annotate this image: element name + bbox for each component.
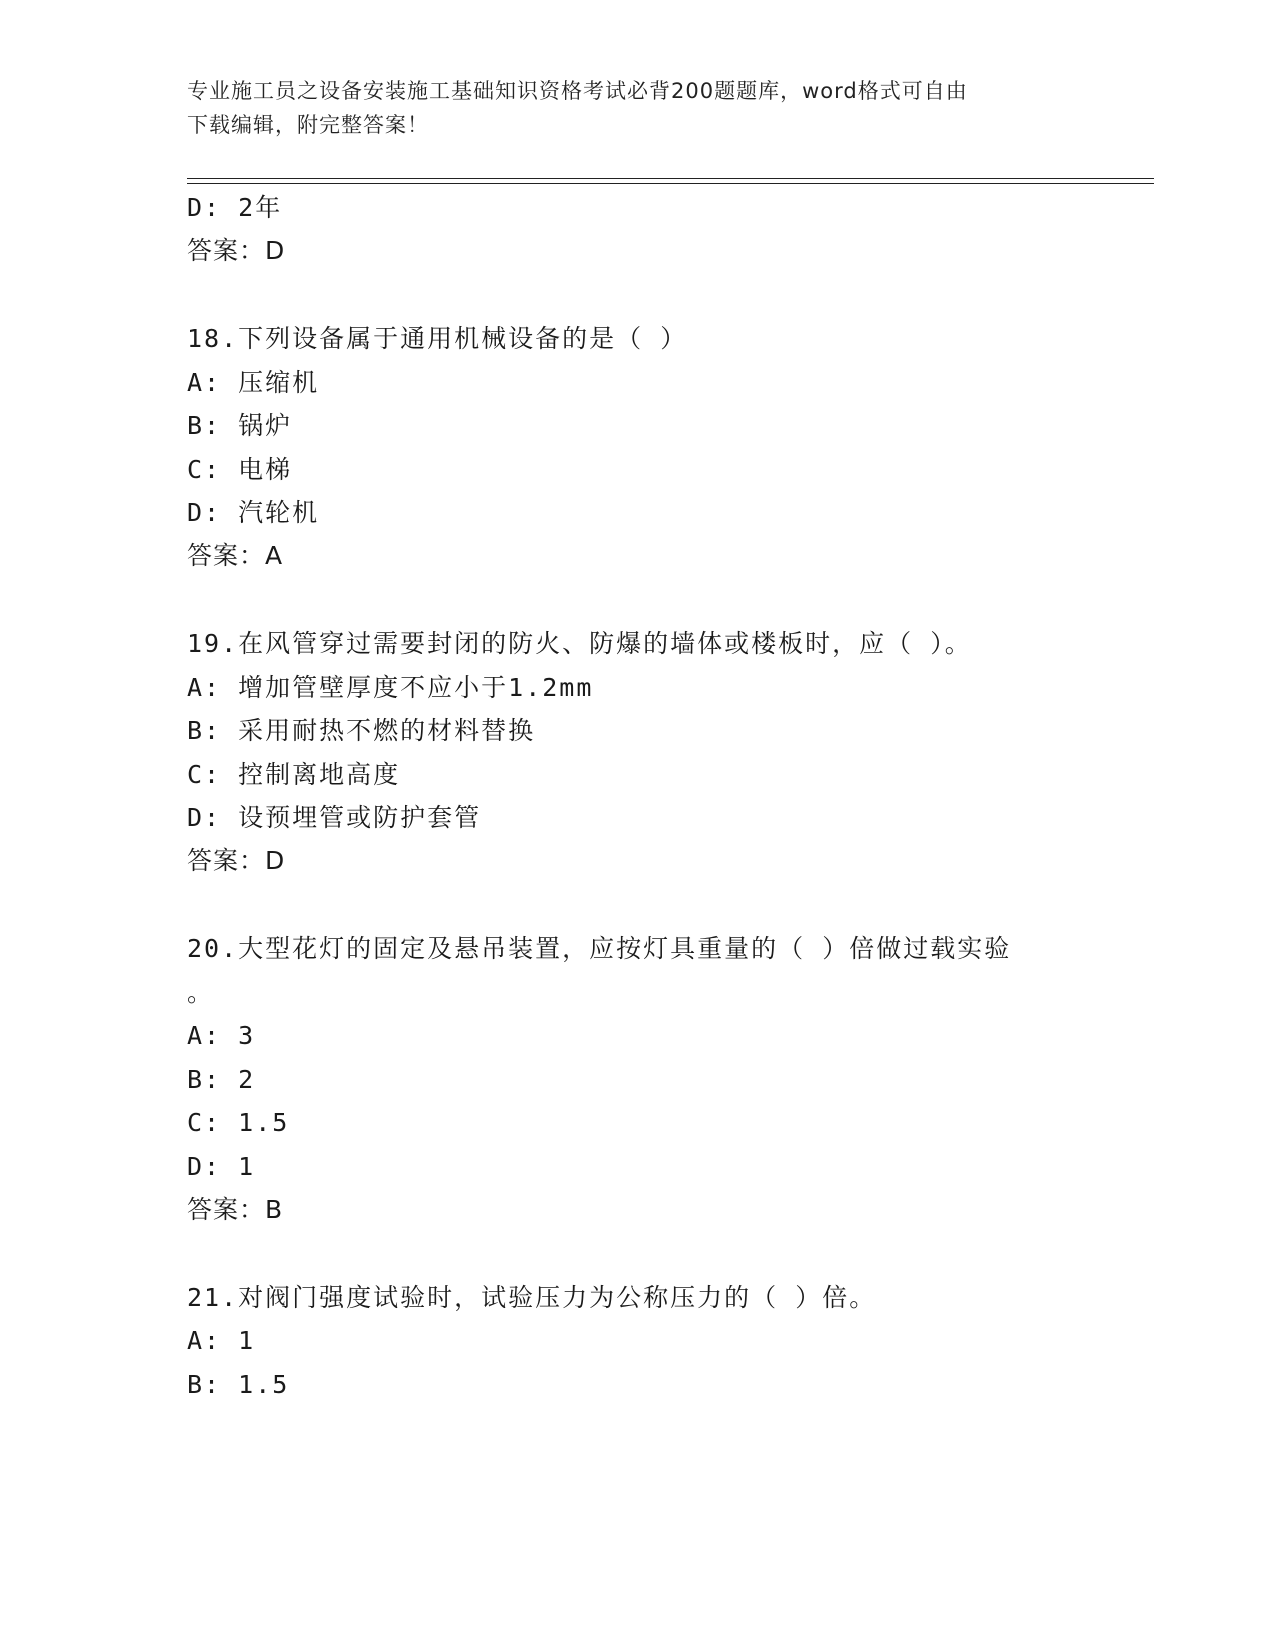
header-divider-top (187, 178, 1154, 179)
q19-option-c: C: 控制离地高度 (187, 760, 401, 789)
q21-option-b: B: 1.5 (187, 1370, 290, 1399)
q18-option-c: C: 电梯 (187, 455, 293, 484)
q20-answer: 答案：B (187, 1195, 284, 1224)
q19-option-a: A: 增加管壁厚度不应小于1.2mm (187, 673, 594, 702)
q18-option-a: A: 压缩机 (187, 368, 320, 397)
header-line-2: 下载编辑，附完整答案！ (187, 113, 429, 137)
q17-answer: 答案：D (187, 236, 286, 265)
q20-option-a: A: 3 (187, 1021, 256, 1050)
q21-question: 21.对阀门强度试验时，试验压力为公称压力的（ ）倍。 (187, 1283, 877, 1312)
q19-answer: 答案：D (187, 846, 286, 875)
q21-option-a: A: 1 (187, 1326, 256, 1355)
q18-option-b: B: 锅炉 (187, 411, 293, 440)
q20-option-b: B: 2 (187, 1065, 256, 1094)
q19-option-b: B: 采用耐热不燃的材料替换 (187, 716, 536, 745)
q18-answer: 答案：A (187, 541, 284, 570)
q19-question: 19.在风管穿过需要封闭的防火、防爆的墙体或楼板时，应（ ）。 (187, 629, 972, 658)
q18-option-d: D: 汽轮机 (187, 498, 320, 527)
header-divider-bottom (187, 183, 1154, 184)
header-line-1: 专业施工员之设备安装施工基础知识资格考试必背200题题库，word格式可自由 (187, 79, 968, 103)
q20-question-line-2: 。 (187, 978, 215, 1007)
page-header (187, 74, 1067, 142)
q20-option-d: D: 1 (187, 1152, 256, 1181)
q20-question-line-1: 20.大型花灯的固定及悬吊装置，应按灯具重量的（ ）倍做过载实验 (187, 934, 1012, 963)
q17-option-d: D: 2年 (187, 193, 283, 222)
q19-option-d: D: 设预埋管或防护套管 (187, 803, 482, 832)
q18-question: 18.下列设备属于通用机械设备的是（ ） (187, 324, 688, 353)
q20-option-c: C: 1.5 (187, 1108, 290, 1137)
